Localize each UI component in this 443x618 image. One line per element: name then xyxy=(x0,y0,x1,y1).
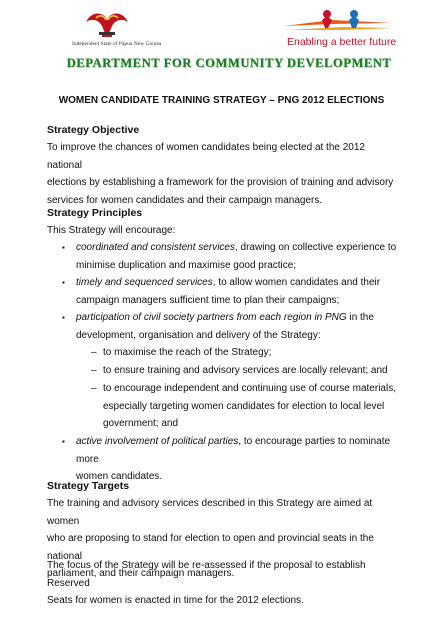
sub-list-item: to maximise the reach of the Strategy; xyxy=(103,347,272,358)
sub-list-item xyxy=(103,380,403,433)
dash-marker: – xyxy=(91,347,97,358)
bullet-marker: ▪ xyxy=(62,278,65,287)
bullet-continuation: women candidates. xyxy=(76,471,163,482)
department-banner: DEPARTMENT FOR COMMUNITY DEVELOPMENT xyxy=(66,56,392,70)
objective-heading: Strategy Objective xyxy=(47,124,140,136)
targets-line: who are proposing to stand for election to open and provincial seats in the national xyxy=(47,533,374,562)
objective-line: services for women candidates and their campaign managers. xyxy=(47,194,323,206)
sub-item-line: government; and xyxy=(103,418,179,429)
bullet-continuation: minimise duplication and maximise good practice; xyxy=(76,259,297,271)
list-item xyxy=(76,433,402,486)
dash-marker: – xyxy=(91,365,97,376)
objective-line: elections by establishing a framework for the provision of training and advisory xyxy=(47,177,394,188)
principles-heading: Strategy Principles xyxy=(47,207,143,219)
bullet-emphasis: active involvement of political parties xyxy=(76,436,239,447)
targets-line: The training and advisory services described in this Strategy are aimed at women xyxy=(47,498,373,527)
bullet-emphasis: timely and sequenced services xyxy=(76,277,213,288)
bullet-continuation: development, organisation and delivery of the Strategy: xyxy=(76,329,321,341)
list-item xyxy=(76,274,402,309)
principles-intro: This Strategy will encourage: xyxy=(47,225,176,236)
targets-paragraph-2 xyxy=(47,557,399,610)
emblem-caption: Independent State of Papua New Guinea xyxy=(72,41,162,47)
sub-list-item: to ensure training and advisory services are locally relevant; and xyxy=(103,365,388,376)
png-emblem-icon xyxy=(82,8,132,42)
sub-item-line: especially targeting women candidates for election to local level xyxy=(103,400,385,412)
list-item xyxy=(76,239,402,274)
targets-line: The focus of the Strategy will be re-assessed if the proposal to establish Reserved xyxy=(47,560,366,589)
dash-marker: – xyxy=(91,383,97,394)
bullet-text: , drawing on collective experience to xyxy=(234,242,397,253)
organization-logo-icon xyxy=(282,6,400,36)
document-title: WOMEN CANDIDATE TRAINING STRATEGY – PNG 2012 ELECTIONS xyxy=(58,95,385,106)
objective-line: To improve the chances of women candidates being elected at the 2012 national xyxy=(47,142,365,171)
bullet-marker: ▪ xyxy=(62,437,65,446)
tagline: Enabling a better future xyxy=(287,36,397,48)
sub-item-line: to encourage independent and continuing use of course materials, xyxy=(103,383,396,394)
bullet-continuation: campaign managers sufficient time to plan their campaigns; xyxy=(76,294,340,306)
bullet-text: in the xyxy=(346,312,374,323)
targets-line: Seats for women is enacted in time for the 2012 elections. xyxy=(47,595,304,606)
bullet-emphasis: coordinated and consistent services xyxy=(76,242,235,253)
list-item xyxy=(76,309,402,344)
bullet-text: , to encourage parties to nominate more xyxy=(76,436,391,465)
bullet-text: , to allow women candidates and their xyxy=(212,277,381,288)
targets-line: parliament, and their campaign managers. xyxy=(47,568,235,579)
bullet-emphasis: participation of civil society partners from each region in PNG xyxy=(76,312,347,323)
bullet-marker: ▪ xyxy=(62,313,65,322)
bullet-marker: ▪ xyxy=(62,243,65,252)
objective-paragraph xyxy=(47,139,399,209)
targets-heading: Strategy Targets xyxy=(47,480,130,492)
